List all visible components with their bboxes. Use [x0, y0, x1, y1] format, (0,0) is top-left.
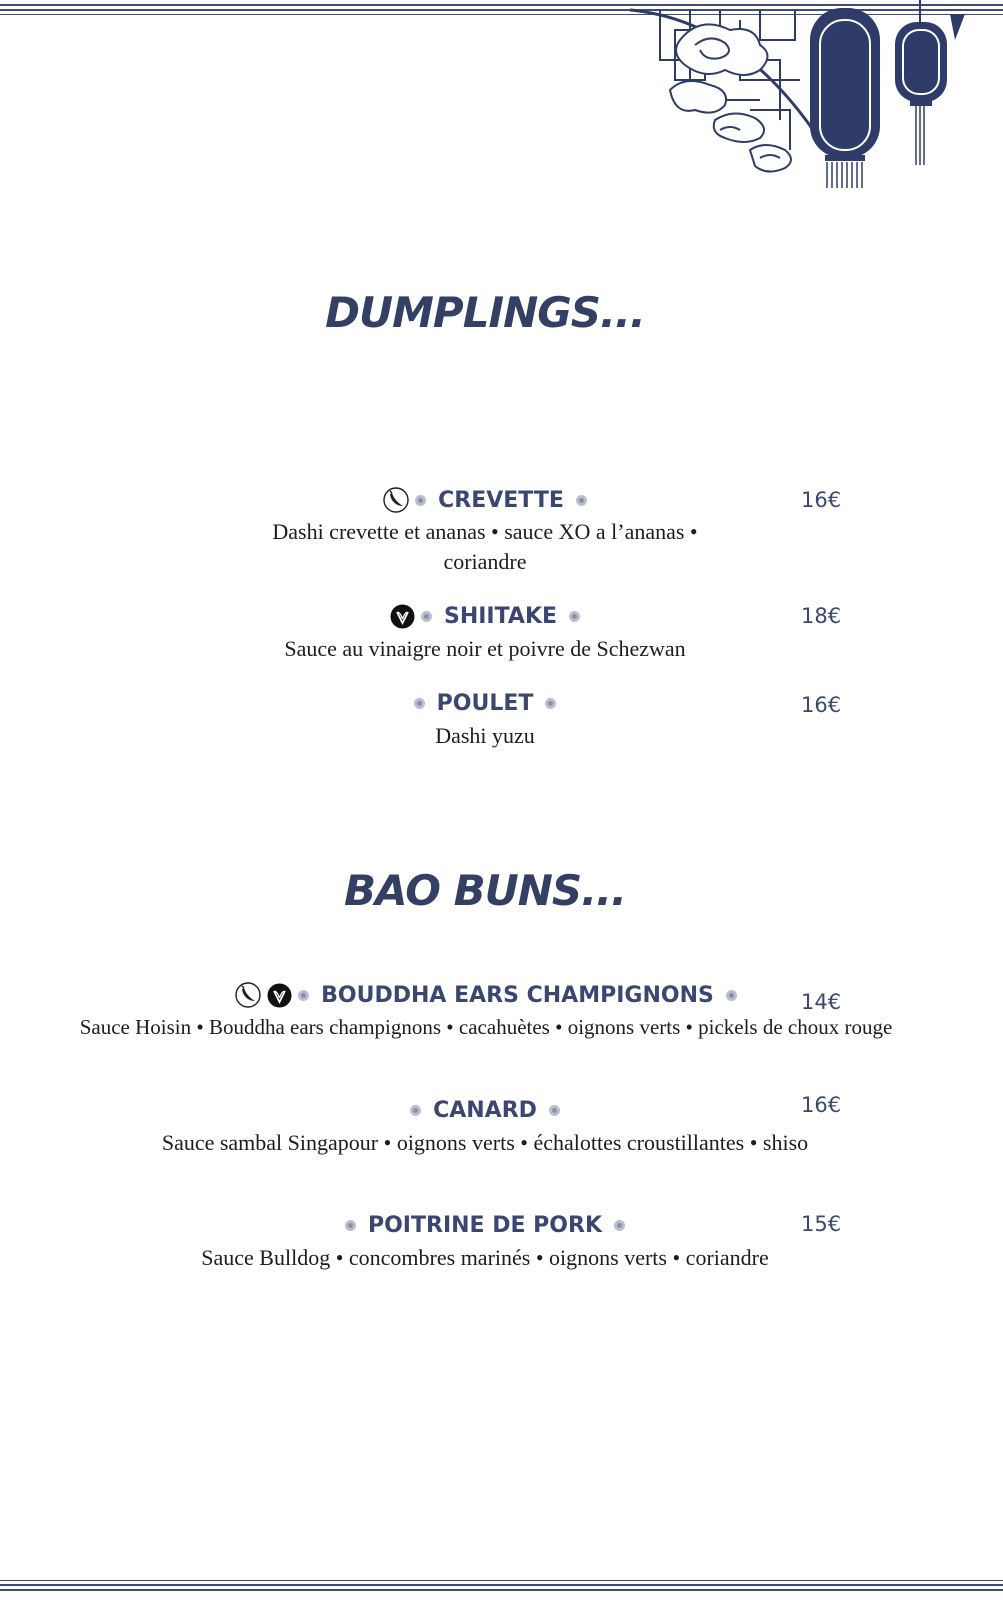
menu-item-poitrine-de-pork	[0, 1213, 970, 1273]
item-description-line2: coriandre	[443, 549, 527, 574]
bullet-dot	[410, 1105, 421, 1116]
item-description: Sauce sambal Singapour • oignons verts • échalottes croustillantes • shiso	[161, 1130, 809, 1155]
chili-icon	[383, 487, 409, 513]
menu-item-crevette	[0, 487, 970, 577]
chili-icon	[235, 982, 261, 1008]
bullet-dot	[421, 611, 432, 622]
bullet-dot	[345, 1220, 356, 1231]
item-description: Dashi crevette et ananas • sauce XO a l’ananas •	[272, 519, 698, 544]
menu-item-poulet	[0, 691, 970, 751]
item-name: SHIITAKE	[443, 604, 558, 629]
bullet-dot	[549, 1105, 560, 1116]
menu-item-canard	[0, 1093, 970, 1158]
bullet-dot	[569, 611, 580, 622]
item-price: 16€	[801, 1093, 842, 1117]
bullet-dot	[614, 1220, 625, 1231]
bullet-dot	[726, 990, 737, 1001]
section-title-bao-buns: BAO BUNS...	[344, 866, 626, 915]
item-description: Sauce au vinaigre noir et poivre de Schezwan	[284, 636, 686, 661]
item-price: 18€	[801, 604, 842, 628]
section-title-dumplings: DUMPLINGS...	[325, 288, 645, 337]
bullet-dot	[414, 698, 425, 709]
item-description: Sauce Bulldog • concombres marinés • oignons verts • coriandre	[201, 1245, 769, 1270]
item-name: POULET	[436, 691, 534, 716]
item-price: 16€	[801, 693, 842, 717]
item-name: CANARD	[433, 1098, 537, 1123]
vegan-icon	[267, 983, 292, 1008]
item-description: Sauce Hoisin • Bouddha ears champignons • cacahuètes • oignons verts • pickels de choux rouge	[79, 1015, 893, 1039]
item-name: CREVETTE	[438, 487, 564, 513]
item-name: POITRINE DE PORK	[367, 1213, 602, 1238]
menu-item-shiitake	[0, 604, 970, 664]
bullet-dot	[545, 698, 556, 709]
vegan-icon	[390, 604, 415, 629]
item-price: 16€	[801, 488, 842, 512]
lantern-ornament	[620, 0, 1003, 200]
item-price: 14€	[801, 990, 842, 1014]
item-description: Dashi yuzu	[435, 723, 535, 748]
item-name: BOUDDHA EARS CHAMPIGNONS	[321, 982, 714, 1008]
bullet-dot	[415, 495, 426, 506]
item-price: 15€	[801, 1212, 842, 1236]
bullet-dot	[576, 495, 587, 506]
menu-item-bouddha-ears	[0, 982, 986, 1042]
bullet-dot	[298, 990, 309, 1001]
bottom-border	[0, 1580, 1003, 1592]
